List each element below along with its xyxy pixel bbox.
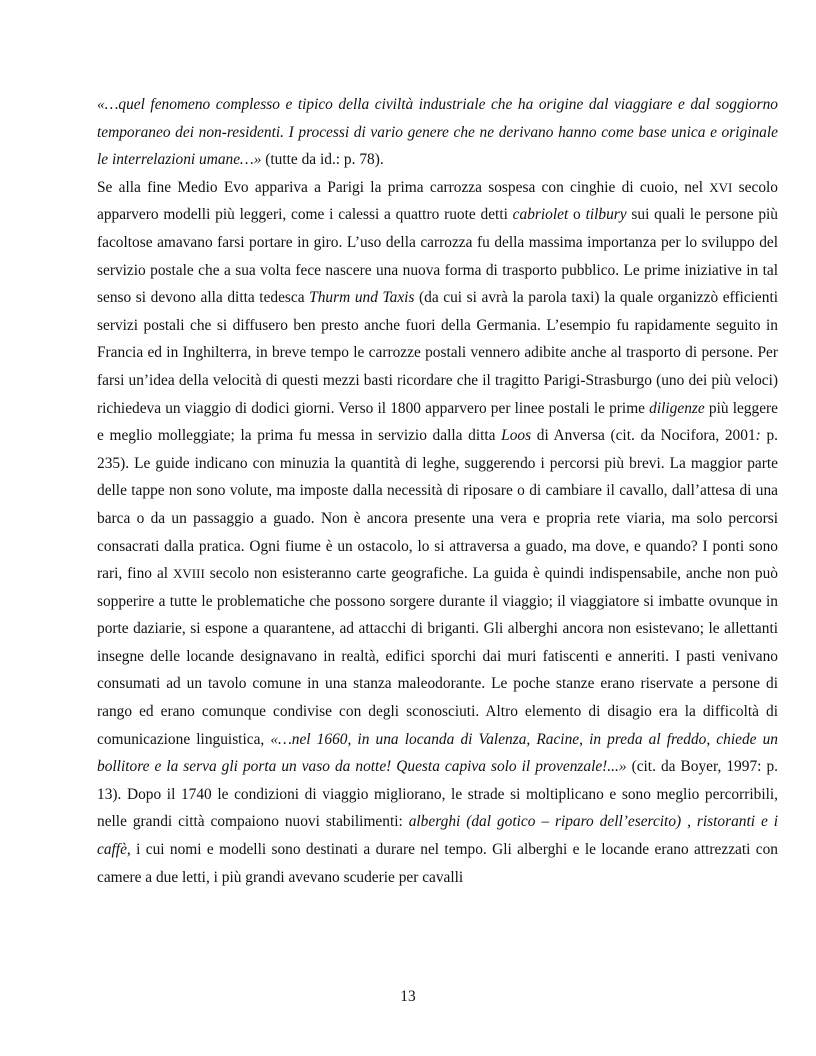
text-run: di Anversa (cit. da Nocifora, 2001 (531, 427, 756, 445)
paragraph-quote (97, 91, 778, 174)
text-run: (da cui si avrà la parola taxi) la quale organizzò efficienti servizi postali che si diffusero ben presto anche fuori della Germania. L’esempio fu rapidamente seguito in Francia ed in Inghilterra, in breve tempo le carrozze postali vennero adibite anche al trasporto di persone. Per farsi un’idea della velocità di questi mezzi basti ricordare che il tragitto Parigi-Strasburgo (uno dei più veloci) richiedeva un viaggio di dodici giorni. Verso il 1800 apparvero per linee postali le prime (97, 289, 778, 417)
text-run: (cit. da Boyer, 1997: p. 13). Dopo il 1740 le condizioni di viaggio migliorano, le strade si moltiplicano e sono meglio percorribili, nelle grandi città compaiono nuovi stabilimenti: (97, 758, 778, 831)
term-tilbury: tilbury (585, 206, 627, 224)
text-run: p. 235). Le guide indicano con minuzia la quantità di leghe, suggerendo i percorsi più brevi. La maggior parte delle tappe non sono volute, ma imposte dalla necessità di riposare o di cambiare il cavallo, dall’attesa di una barca o da un passaggio a guado. Non è ancora presente una vera e propria rete viaria, ma solo percorsi consacrati dalla pratica. Ogni fiume è un ostacolo, lo si attraversa a guado, ma dove, e quando? I ponti sono rari, fino al (97, 427, 778, 583)
quote-racine: «…nel 1660, in una locanda di Valenza, Racine, in preda al freddo, chiede un bollitore e la serva gli porta un vaso da notte! Questa capiva solo il provenzale!...» (97, 730, 778, 776)
term-thurm-und-taxis: Thurm und Taxis (309, 289, 415, 307)
century-numeral: XVIII (173, 566, 205, 582)
text-run: Se alla fine Medio Evo appariva a Parigi la prima carrozza sospesa con cinghie di cuoio, nel (97, 178, 710, 196)
term-diligenze: diligenze (649, 399, 705, 417)
paragraph-main (97, 174, 778, 891)
term-alberghi: alberghi (dal gotico – riparo dell’esercito) , ristoranti e i caffè (97, 813, 778, 859)
page-number: 13 (400, 988, 416, 1005)
century-numeral: XVI (709, 179, 733, 195)
text-run: più leggere e meglio molleggiate; la prima fu messa in servizio dalla ditta (97, 399, 778, 445)
text-run: , i cui nomi e modelli sono destinati a durare nel tempo. Gli alberghi e le locande erano attrezzati con camere a due letti, i più grandi avevano scuderie per cavalli (97, 841, 778, 886)
text-run: o (568, 206, 586, 224)
text-run: secolo non esisteranno carte geografiche. La guida è quindi indispensabile, anche non può sopperire a tutte le problematiche che possono sorgere durante il viaggio; il viaggiatore si imbatte ovunque in porte daziarie, si espone a quarantene, ad attacchi di briganti. Gli alberghi ancora non esistevano; le allettanti insegne delle locande designavano in realtà, edifici sporchi dai muri fatiscenti e anneriti. I pasti venivano consumati ad un tavolo comune in una stanza maleodorante. Le poche stanze erano riservate a persone di rango ed erano comunque condivise con degli sconosciuti. Altro elemento di disagio era la difficoltà di comunicazione linguistica, (97, 565, 778, 748)
citation-colon: : (755, 427, 761, 445)
term-cabriolet: cabriolet (512, 206, 569, 224)
term-loos: Loos (501, 427, 532, 445)
text-run: secolo apparvero modelli più leggeri, come i calessi a quattro ruote detti (97, 178, 778, 224)
quote-text: «…quel fenomeno complesso e tipico della civiltà industriale che ha origine dal viaggiare e dal soggiorno temporaneo dei non-residenti. I processi di vario genere che ne derivano hanno come base unica e originale le interrelazioni umane…» (97, 96, 778, 169)
citation-text: (tutte da id.: p. 78). (261, 151, 384, 169)
text-run: sui quali le persone più facoltose amavano farsi portare in giro. L’uso della carrozza fu della massima importanza per lo sviluppo del servizio postale che a sua volta fece nascere una nuova forma di trasporto pubblico. Le prime iniziative in tal senso si devono alla ditta tedesca (97, 206, 779, 307)
body-text (97, 91, 778, 891)
